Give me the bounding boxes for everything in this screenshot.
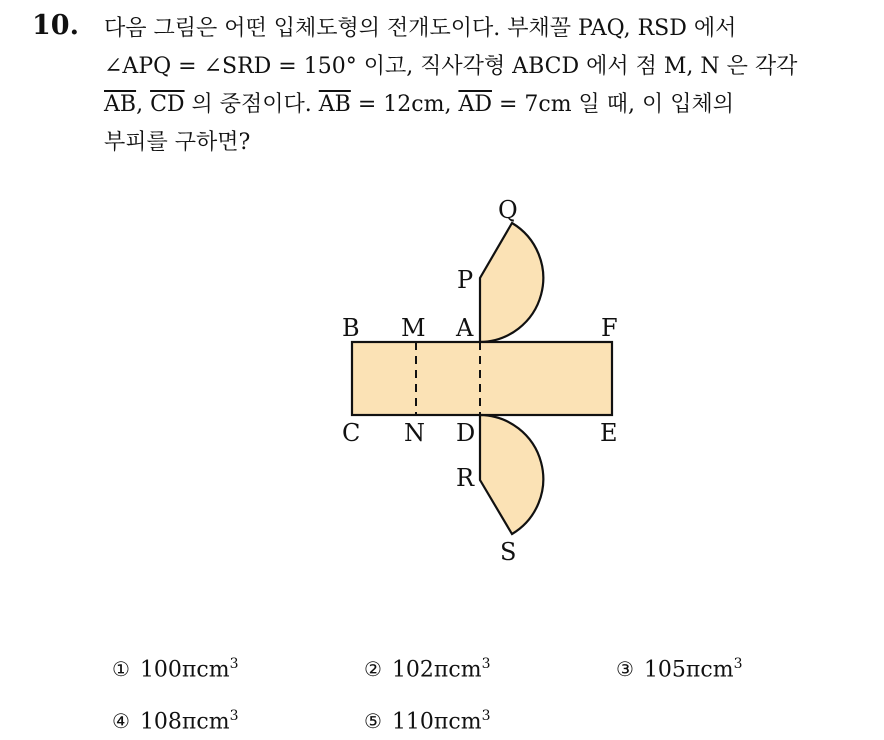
choice-1[interactable]	[112, 656, 239, 682]
choice-4-mark: ④	[112, 709, 130, 734]
choice-2-mark: ②	[364, 657, 382, 682]
choice-5-mark: ⑤	[364, 709, 382, 734]
choice-2-exp: 3	[481, 656, 491, 672]
net-diagram	[300, 190, 640, 570]
label-b: B	[342, 314, 360, 342]
sector-rsd	[480, 415, 543, 534]
label-s: S	[500, 538, 517, 566]
label-r: R	[456, 464, 475, 492]
choice-3-exp: 3	[733, 656, 743, 672]
choice-1-exp: 3	[229, 656, 239, 672]
choice-3-unit: cm	[700, 657, 734, 683]
segment-cd: $\overline{CD}$	[150, 92, 185, 117]
segment-ab: $\overline{AB}$	[104, 92, 137, 117]
question-line-1: 다음 그림은 어떤 입체도형의 전개도이다. 부채꼴 PAQ, RSD 에서	[104, 16, 737, 41]
choice-4[interactable]	[112, 708, 239, 734]
label-q: Q	[498, 196, 518, 224]
question-line-2: ∠APQ = ∠SRD = 150° 이고, 직사각형 ABCD 에서 점 M, N 은 각각	[104, 54, 798, 79]
sector-paq	[480, 223, 543, 342]
label-c: C	[342, 419, 361, 447]
choice-5-value: 110π	[391, 709, 449, 735]
rectangle-bcef	[352, 342, 612, 415]
choice-4-unit: cm	[196, 709, 230, 735]
choice-5-exp: 3	[481, 708, 491, 724]
text-midpoint: 의 중점이다.	[184, 92, 319, 117]
segment-ab-length: $\overline{AB}$	[318, 92, 351, 117]
choice-3[interactable]	[616, 656, 743, 682]
choice-4-value: 108π	[139, 709, 197, 735]
label-n: N	[404, 419, 425, 447]
choice-1-value: 100π	[139, 657, 197, 683]
choice-5-unit: cm	[448, 709, 482, 735]
choice-5[interactable]	[364, 708, 491, 734]
choice-2[interactable]	[364, 656, 491, 682]
choice-3-value: 105π	[643, 657, 701, 683]
text-ad-length: = 7cm 일 때, 이 입체의	[491, 92, 735, 117]
text-ab-length: = 12cm,	[350, 92, 459, 117]
text-separator: ,	[136, 92, 151, 117]
choice-2-unit: cm	[448, 657, 482, 683]
choice-1-mark: ①	[112, 657, 130, 682]
choice-4-exp: 3	[229, 708, 239, 724]
label-f: F	[601, 314, 618, 342]
label-a: A	[456, 314, 474, 342]
choice-1-unit: cm	[196, 657, 230, 683]
segment-ad: $\overline{AD}$	[458, 92, 492, 117]
question-line-3	[104, 90, 864, 120]
choice-2-value: 102π	[391, 657, 449, 683]
label-m: M	[401, 314, 426, 342]
choice-3-mark: ③	[616, 657, 634, 682]
label-e: E	[600, 419, 618, 447]
label-p: P	[457, 266, 474, 294]
question-number: 10.	[32, 10, 79, 41]
question-line-4: 부피를 구하면?	[104, 130, 251, 155]
label-d: D	[456, 419, 476, 447]
